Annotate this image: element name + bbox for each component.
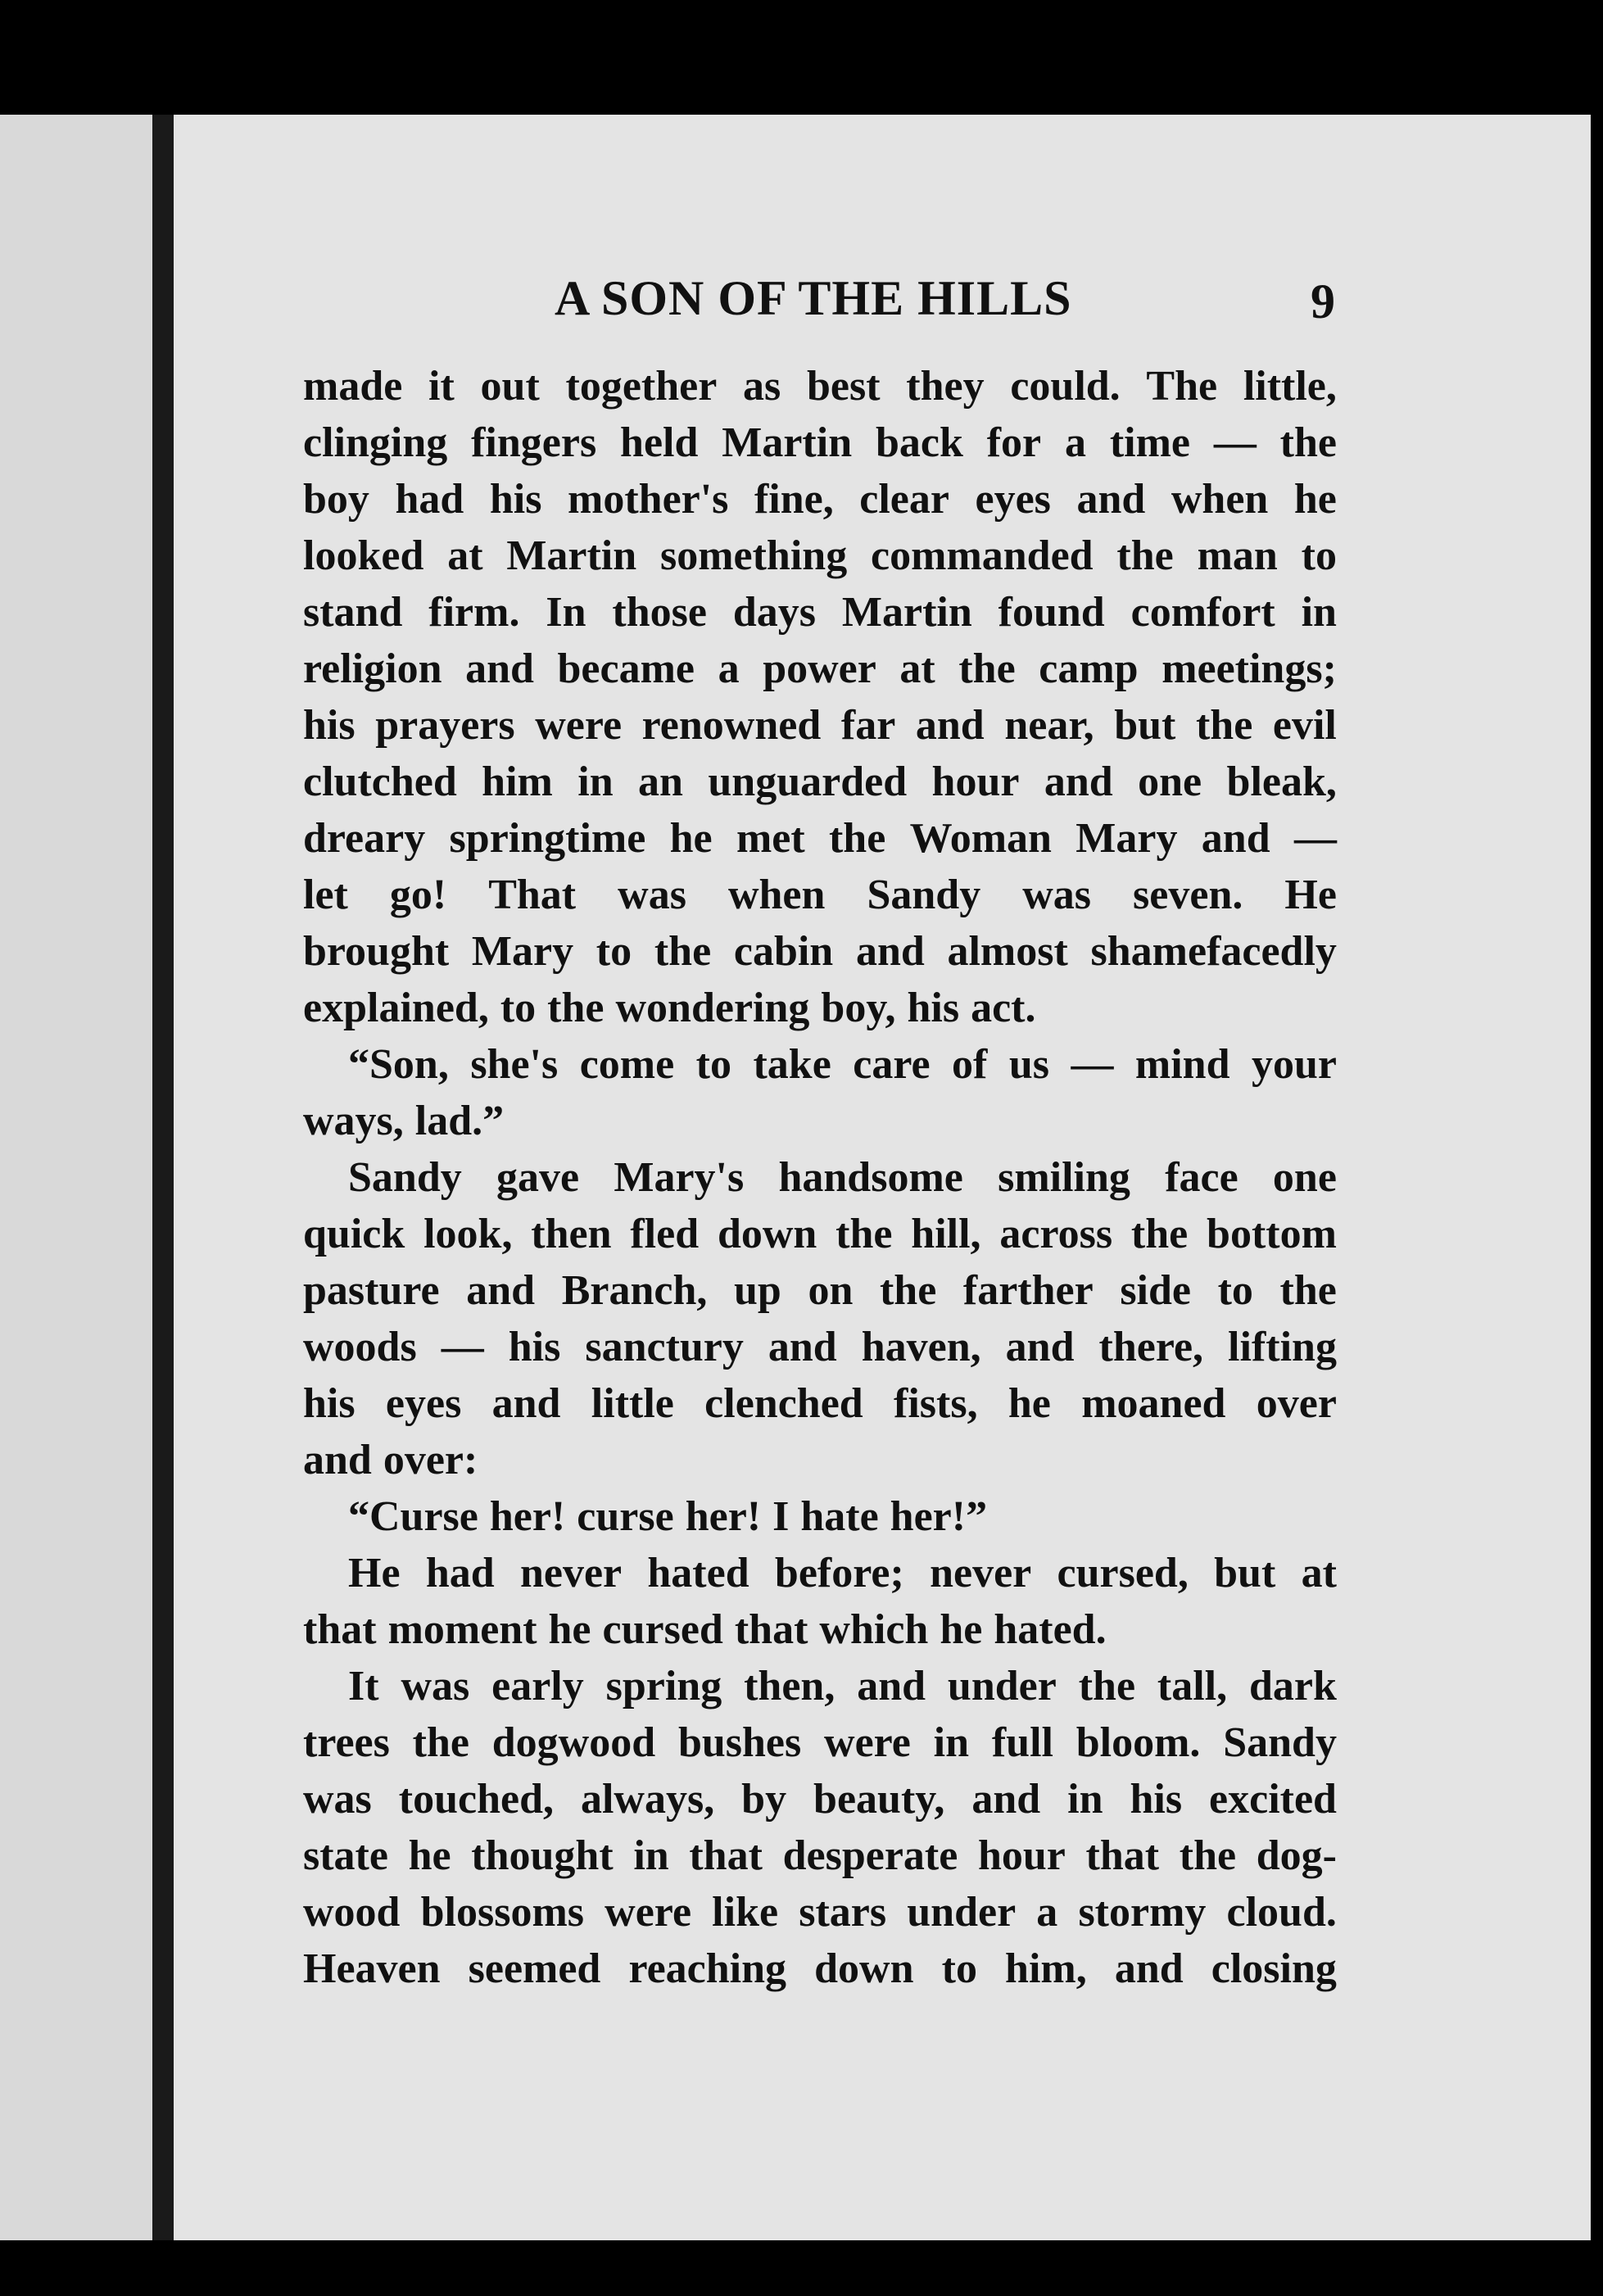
text-line: “Curse her! curse her! I hate her!”	[348, 1493, 988, 1540]
body-text	[303, 358, 1337, 1997]
text-line: that moment he cursed that which he hated.	[303, 1606, 1107, 1653]
text-line: wood blossoms were like stars under a stormy cloud.	[303, 1889, 1337, 1936]
facing-page-edge	[0, 115, 152, 2240]
text-line: religion and became a power at the camp meetings;	[303, 645, 1337, 692]
text-line: and over:	[303, 1437, 478, 1483]
text-line: state he thought in that desperate hour that the dog-	[303, 1832, 1337, 1879]
text-line: ways, lad.”	[303, 1098, 505, 1144]
text-line: dreary springtime he met the Woman Mary and —	[303, 815, 1337, 862]
text-line: his prayers were renowned far and near, but the evil	[303, 702, 1337, 749]
text-line: clinging fingers held Martin back for a time — the	[303, 419, 1337, 466]
book-page	[174, 115, 1591, 2240]
text-line: quick look, then fled down the hill, across the bottom	[303, 1211, 1337, 1257]
text-line: explained, to the wondering boy, his act.	[303, 985, 1036, 1031]
text-line: stand firm. In those days Martin found comfort in	[303, 589, 1337, 636]
text-line: let go! That was when Sandy was seven. He	[303, 872, 1337, 918]
book-spine	[152, 115, 174, 2240]
text-line: “Son, she's come to take care of us — mind your	[348, 1041, 1337, 1088]
page-number: 9	[1311, 274, 1335, 328]
text-line: his eyes and little clenched fists, he moaned over	[303, 1380, 1337, 1427]
text-line: made it out together as best they could. The little,	[303, 363, 1337, 410]
running-head: A SON OF THE HILLS	[555, 271, 1072, 325]
text-line: He had never hated before; never cursed, but at	[348, 1550, 1337, 1596]
text-line: brought Mary to the cabin and almost shamefacedly	[303, 928, 1337, 975]
text-line: It was early spring then, and under the tall, dark	[348, 1663, 1337, 1710]
text-line: Sandy gave Mary's handsome smiling face one	[348, 1154, 1337, 1201]
page-header	[174, 270, 1591, 352]
text-line: boy had his mother's fine, clear eyes and when he	[303, 476, 1337, 523]
text-line: clutched him in an unguarded hour and one bleak,	[303, 759, 1337, 805]
text-line: trees the dogwood bushes were in full bloom. Sandy	[303, 1719, 1337, 1766]
text-line: Heaven seemed reaching down to him, and closing	[303, 1945, 1337, 1992]
text-line: pasture and Branch, up on the farther side to the	[303, 1267, 1337, 1314]
text-line: woods — his sanctury and haven, and there, lifting	[303, 1324, 1337, 1370]
text-line: was touched, always, by beauty, and in his excited	[303, 1776, 1337, 1823]
text-line: looked at Martin something commanded the man to	[303, 532, 1337, 579]
